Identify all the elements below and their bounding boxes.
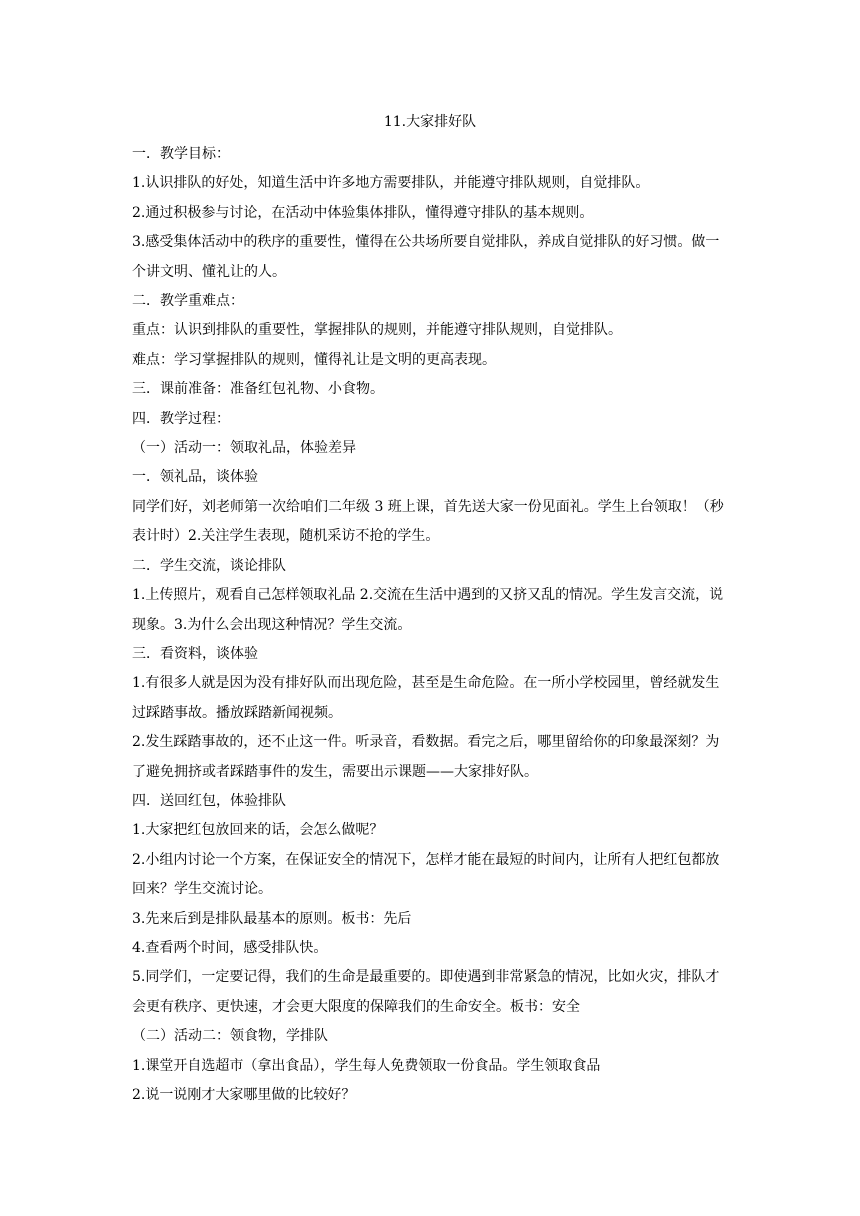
paragraph: 4.查看两个时间，感受排队快。 — [132, 939, 328, 956]
paragraph: 重点：认识到排队的重要性，掌握排队的规则，并能遵守排队规则，自觉排队。 — [132, 322, 622, 339]
paragraph: 1.有很多人就是因为没有排好队而出现危险，甚至是生命危险。在一所小学校园里，曾经就发生过踩踏事故。播放踩踏新闻视频。 — [132, 675, 720, 721]
paragraph: 3.感受集体活动中的秩序的重要性，懂得在公共场所要自觉排队，养成自觉排队的好习惯。做一个讲文明、懂礼让的人。 — [132, 234, 720, 280]
document-body — [132, 140, 732, 1110]
paragraph: 2.发生踩踏事故的，还不止这一件。听录音，看数据。看完之后，哪里留给你的印象最深刻？为了避免拥挤或者踩踏事件的发生，需要出示课题——大家排好队。 — [132, 734, 720, 780]
subsection-heading: 一．领礼品，谈体验 — [132, 469, 258, 486]
activity-heading: （二）活动二：领食物，学排队 — [132, 1028, 328, 1045]
subsection-heading: 二．学生交流，谈论排队 — [132, 557, 286, 574]
activity-heading: （一）活动一：领取礼品，体验差异 — [132, 440, 356, 457]
paragraph: 同学们好，刘老师第一次给咱们二年级 3 班上课，首先送大家一份见面礼。学生上台领取！（秒表计时）2.关注学生表现，随机采访不抢的学生。 — [132, 498, 724, 545]
paragraph: 1.课堂开自选超市（拿出食品），学生每人免费领取一份食品。学生领取食品 — [132, 1057, 601, 1074]
paragraph: 2.说一说刚才大家哪里做的比较好？ — [132, 1087, 356, 1103]
paragraph: 2.小组内讨论一个方案，在保证安全的情况下，怎样才能在最短的时间内，让所有人把红包都放回来？学生交流讨论。 — [132, 851, 720, 898]
section-heading-preparation: 三．课前准备：准备红包礼物、小食物。 — [132, 381, 384, 398]
paragraph: 难点：学习掌握排队的规则，懂得礼让是文明的更高表现。 — [132, 351, 496, 368]
paragraph: 1.大家把红包放回来的话，会怎么做呢？ — [132, 822, 384, 839]
paragraph: 1.上传照片，观看自己怎样领取礼品 2.交流在生活中遇到的又挤又乱的情况。学生发言交流，说现象。3.为什么会出现这种情况？学生交流。 — [132, 587, 724, 633]
subsection-heading: 四．送回红包，体验排队 — [132, 792, 286, 809]
paragraph: 2.通过积极参与讨论，在活动中体验集体排队，懂得遵守排队的基本规则。 — [132, 204, 594, 221]
section-heading-key-points: 二．教学重难点： — [132, 293, 244, 310]
section-heading-objectives: 一．教学目标： — [132, 146, 230, 162]
subsection-heading: 三．看资料，谈体验 — [132, 645, 258, 662]
paragraph: 3.先来后到是排队最基本的原则。板书：先后 — [132, 910, 412, 927]
paragraph: 5.同学们，一定要记得，我们的生命是最重要的。即使遇到非常紧急的情况，比如火灾，排队才会更有秩序、更快速，才会更大限度的保障我们的生命安全。板书：安全 — [132, 969, 720, 1015]
paragraph: 1.认识排队的好处，知道生活中许多地方需要排队，并能遵守排队规则，自觉排队。 — [132, 175, 650, 192]
document-title: 11.大家排好队 — [383, 114, 477, 130]
section-heading-process: 四．教学过程： — [132, 410, 230, 427]
